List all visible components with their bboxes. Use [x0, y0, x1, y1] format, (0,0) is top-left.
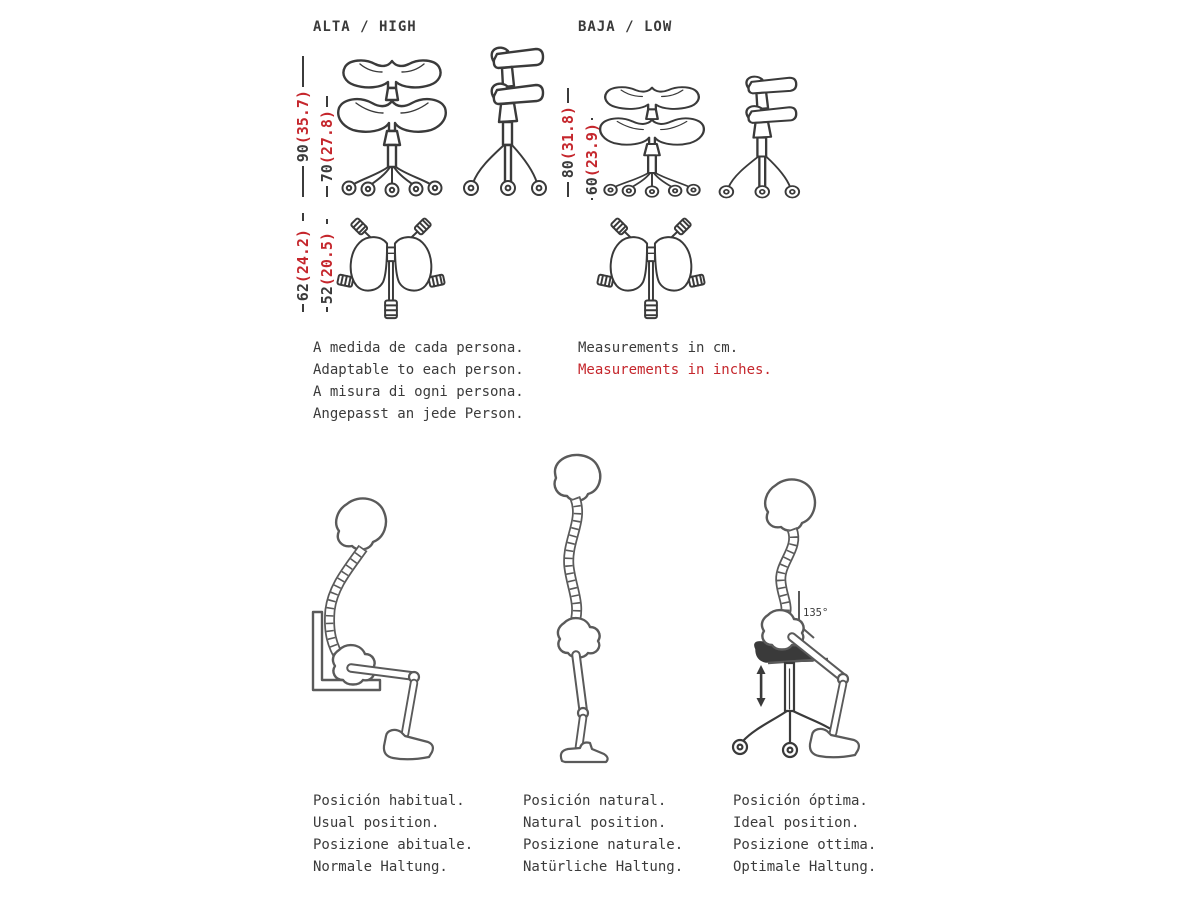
skull — [555, 455, 601, 501]
note-line: Adaptable to each person. — [313, 362, 524, 378]
figure-ideal-position — [712, 473, 907, 773]
note-line: Angepasst an jede Person. — [313, 406, 524, 422]
dimension-line — [302, 304, 304, 312]
figure-usual-position — [283, 484, 478, 774]
note-units-cm: Measurements in cm. — [578, 340, 739, 356]
dimension-line — [567, 88, 569, 103]
note-line: A medida de cada persona. — [313, 340, 524, 356]
spine — [329, 548, 363, 660]
figure-natural-position — [512, 443, 662, 768]
dimension-line — [591, 198, 593, 200]
high-version-title: ALTA / HIGH — [313, 19, 417, 35]
caption-line: Posizione naturale. — [523, 837, 684, 853]
caption-line: Posición habitual. — [313, 793, 465, 809]
caption-natural-position — [523, 790, 683, 878]
dimension-line — [326, 307, 328, 312]
caption-ideal-position — [733, 790, 876, 878]
dimension-width-62: 62(24.2) — [291, 213, 315, 312]
chair-low-side-drawing — [706, 72, 803, 200]
caption-line: Natural position. — [523, 815, 667, 831]
tibia — [833, 684, 843, 733]
dimension-height-60: 60(23.9) — [580, 118, 604, 197]
chair-low-front-drawing — [598, 82, 706, 198]
caption-line: Natürliche Haltung. — [523, 859, 684, 875]
note-line: A misura di ogni persona. — [313, 384, 524, 400]
caption-line: Posición natural. — [523, 793, 667, 809]
caption-line: Usual position. — [313, 815, 440, 831]
height-adjust-arrow — [757, 665, 766, 707]
skull — [336, 498, 386, 549]
dimension-height-70: 70(27.8) — [315, 96, 339, 197]
dimension-line — [326, 186, 328, 197]
caption-line: Posizione ottima. — [733, 837, 877, 853]
chair-top-view-right-drawing — [596, 216, 706, 326]
note-adaptable — [313, 337, 524, 425]
caption-line: Ideal position. — [733, 815, 860, 831]
dimension-line — [567, 182, 569, 197]
low-version-title: BAJA / LOW — [578, 19, 673, 35]
dimension-line — [326, 96, 328, 107]
caption-line: Posizione abituale. — [313, 837, 474, 853]
dimension-height-90: 90(35.7) — [291, 56, 315, 197]
caption-line: Normale Haltung. — [313, 859, 448, 875]
chair-top-view-left-drawing — [336, 216, 446, 326]
dimension-line — [302, 56, 304, 87]
dimension-height-80: 80(31.8) — [556, 88, 580, 197]
chair-high-side-drawing — [450, 42, 550, 198]
tibia — [405, 683, 414, 734]
femur — [576, 655, 583, 709]
caption-line: Posición óptima. — [733, 793, 868, 809]
note-units — [578, 337, 772, 381]
spine — [569, 498, 578, 629]
chair-high-front-drawing — [336, 54, 448, 198]
foot — [561, 743, 608, 762]
dimension-line — [302, 213, 304, 221]
skull — [765, 479, 815, 530]
angle-label: 135° — [803, 607, 829, 619]
dimension-line — [302, 166, 304, 197]
note-units-inches: Measurements in inches. — [578, 362, 772, 378]
spine — [780, 529, 794, 623]
caption-line: Optimale Haltung. — [733, 859, 877, 875]
dimension-width-52: 52(20.5) — [315, 219, 339, 312]
caption-usual-position — [313, 790, 473, 878]
